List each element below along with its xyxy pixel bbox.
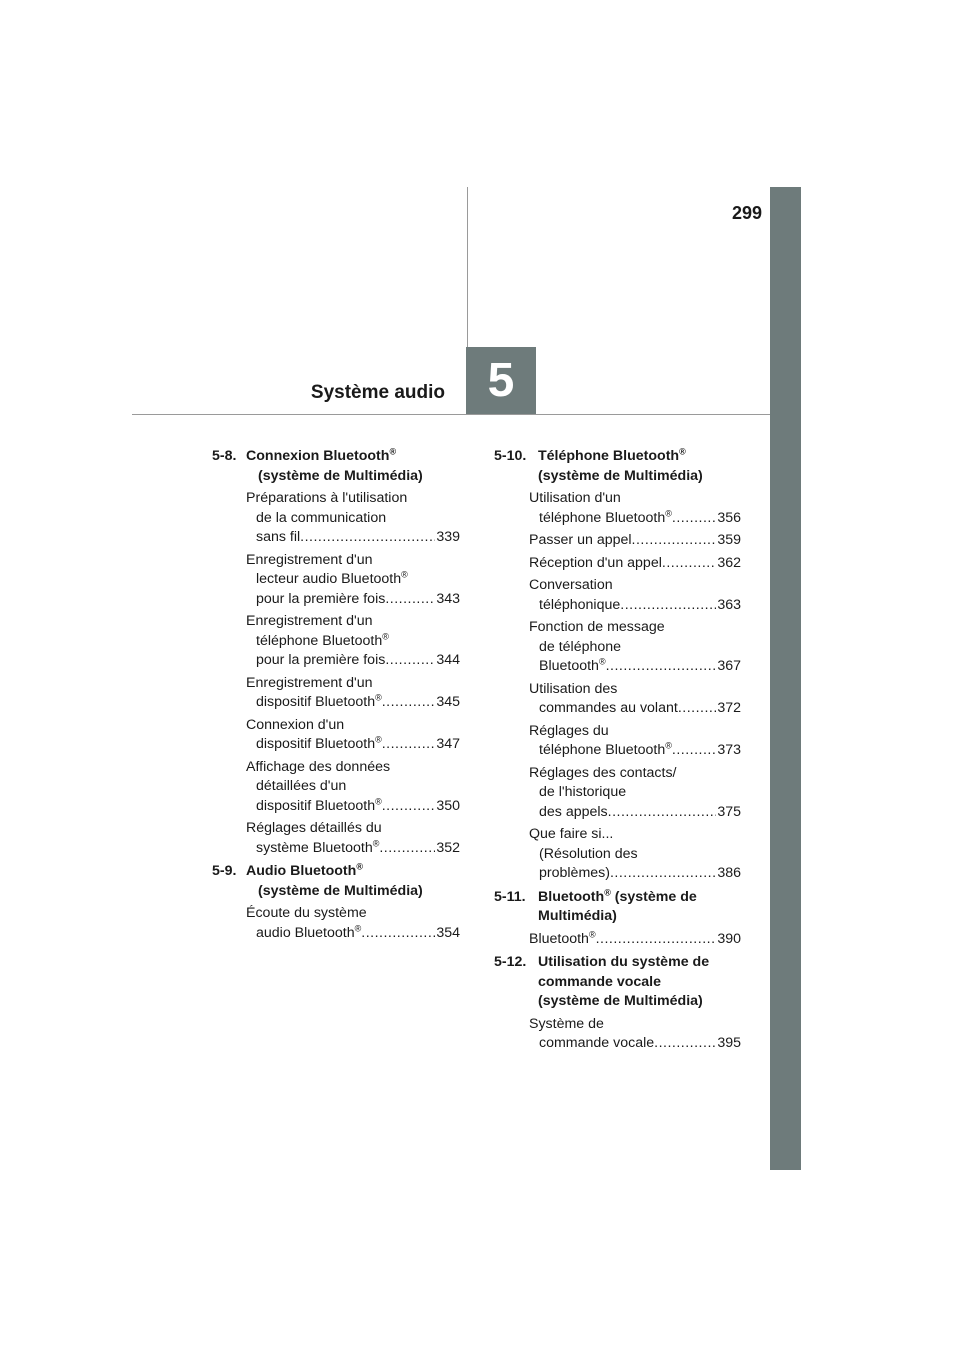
header-vertical-rule bbox=[467, 187, 468, 347]
toc-entry[interactable]: Que faire si... (Résolution des problèmes) ..... 386 bbox=[494, 825, 741, 884]
toc-entry[interactable]: Fonction de message de téléphone Bluetooth® ..... 367 bbox=[494, 618, 741, 677]
page-number: 299 bbox=[731, 203, 762, 223]
page-ref: 347 bbox=[436, 736, 460, 752]
toc-section-5-12[interactable]: 5-12. Utilisation du système de commande vocale (système de Multimédia) bbox=[494, 954, 710, 1009]
page-ref: 343 bbox=[436, 590, 460, 607]
toc-entry[interactable]: Utilisation d'un téléphone Bluetooth® ..... 356 bbox=[494, 489, 741, 528]
page-ref: 352 bbox=[436, 839, 460, 856]
toc-entry[interactable]: Conversation téléphonique ..... 363 bbox=[494, 576, 741, 615]
toc-entry[interactable]: Réglages du téléphone Bluetooth® ..... 373 bbox=[494, 722, 741, 761]
page-ref: 395 bbox=[717, 1035, 741, 1051]
page-ref: 372 bbox=[717, 700, 741, 716]
toc-entry[interactable]: Préparations à l'utilisation de la communication sans fil ..... 339 bbox=[212, 489, 460, 548]
toc-section-5-11[interactable]: 5-11. Bluetooth® (système de Multimédia) bbox=[494, 886, 697, 924]
page-ref: 390 bbox=[717, 930, 741, 947]
chapter-number-box: 5 bbox=[466, 347, 536, 414]
page-ref: 339 bbox=[436, 529, 460, 545]
toc-entry[interactable]: Bluetooth® ..... 390 bbox=[494, 930, 741, 950]
page-ref: 386 bbox=[717, 865, 741, 881]
chapter-tab-bar bbox=[770, 187, 801, 1170]
toc-entry[interactable]: Utilisation des commandes au volant ..... 372 bbox=[494, 680, 741, 719]
toc-entry[interactable]: Système de commande vocale ..... 395 bbox=[494, 1015, 741, 1054]
page-ref: 363 bbox=[717, 596, 741, 613]
page-ref: 359 bbox=[717, 532, 741, 548]
toc-entry[interactable]: Réception d'un appel ..... 362 bbox=[494, 554, 741, 574]
toc-entry[interactable]: Enregistrement d'un téléphone Bluetooth® pour la première fois ..... 344 bbox=[212, 612, 460, 671]
page-ref: 362 bbox=[717, 554, 741, 571]
page-ref: 373 bbox=[717, 742, 741, 758]
page-ref: 354 bbox=[436, 924, 460, 941]
toc-entry[interactable]: Réglages détaillés du système Bluetooth® ..... 352 bbox=[212, 819, 460, 858]
toc-entry[interactable]: Affichage des données détaillées d'un dispositif Bluetooth® ..... 350 bbox=[212, 758, 460, 817]
header-horizontal-rule bbox=[132, 414, 770, 415]
page-ref: 350 bbox=[436, 797, 460, 814]
toc-entry[interactable]: Enregistrement d'un dispositif Bluetooth® ..... 345 bbox=[212, 674, 460, 713]
toc-entry[interactable]: Connexion d'un dispositif Bluetooth® ..... 347 bbox=[212, 716, 460, 755]
page-ref: 367 bbox=[717, 658, 741, 674]
page-ref: 356 bbox=[717, 509, 741, 526]
toc-entry[interactable]: Passer un appel ..... 359 bbox=[494, 531, 741, 551]
toc-entry[interactable]: Réglages des contacts/ de l'historique des appels ..... 375 bbox=[494, 764, 741, 823]
toc-entry[interactable]: Écoute du système audio Bluetooth® ..... 354 bbox=[212, 904, 460, 943]
toc-section-5-10[interactable]: 5-10. Téléphone Bluetooth® (système de Multimédia) bbox=[494, 446, 703, 484]
page-ref: 345 bbox=[436, 694, 460, 710]
toc-section-5-8[interactable]: 5-8. Connexion Bluetooth® (système de Multimédia) bbox=[212, 446, 423, 484]
toc-section-5-9[interactable]: 5-9. Audio Bluetooth® (système de Multimédia) bbox=[212, 861, 423, 899]
toc-left-column bbox=[212, 447, 460, 944]
page-ref: 375 bbox=[717, 803, 741, 820]
page-ref: 344 bbox=[436, 652, 460, 668]
chapter-title: Système audio bbox=[310, 382, 445, 403]
toc-entry[interactable]: Enregistrement d'un lecteur audio Bluetooth® pour la première fois ..... 343 bbox=[212, 551, 460, 610]
toc-right-column bbox=[494, 447, 741, 1055]
